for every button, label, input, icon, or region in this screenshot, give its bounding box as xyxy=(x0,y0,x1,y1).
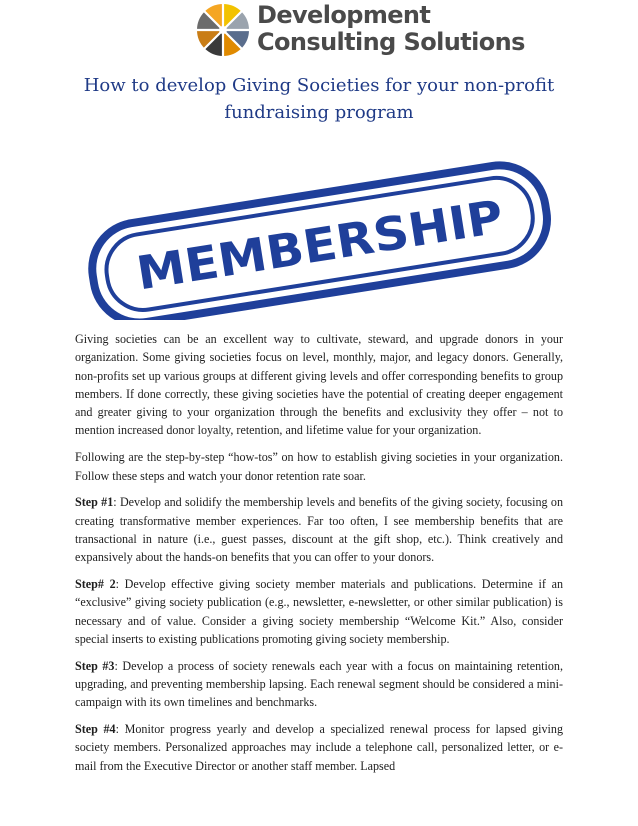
document-title xyxy=(60,72,578,126)
step-2-text: : Develop effective giving society member materials and publications. Determine if an “exclusive” giving society publication (e.g., newsletter, e-newsletter, or other similar publication) is necessary and of value. Consider a giving society membership “Welcome Kit.” Also, consider special inserts to existing publications promoting giving society membership. xyxy=(75,577,564,646)
stamp-text: MEMBERSHIP xyxy=(132,192,485,301)
step-3-label: Step #3 xyxy=(75,658,115,673)
step-4-label: Step #4 xyxy=(75,722,116,737)
article-body xyxy=(75,330,563,784)
membership-stamp-image xyxy=(80,160,558,320)
step-4-paragraph xyxy=(75,720,563,775)
title-line-1: How to develop Giving Societies for your non-profit xyxy=(83,75,555,96)
intro-paragraph: Giving societies can be an excellent way to cultivate, steward, and upgrade donors in your organization. Some giving societies focus on level, monthly, major, and legacy donors. Generally, non-profits set up various groups at different giving levels and offer corresponding benefits to group members. If done correctly, these giving societies have the potential of creating deeper engagement and greater giving to your organization through the benefits and exclusivity they offer – not to mention increased donor loyalty, retention, and lifetime value for your organization. xyxy=(75,332,563,438)
company-logo xyxy=(195,1,525,58)
step-1-label: Step #1 xyxy=(75,495,114,510)
step-4-text: : Monitor progress yearly and develop a specialized renewal process for lapsed giving society members. Personalized approaches may include a telephone call, personalized letter, or e-mail from the Executive Director or another staff member. Lapsed xyxy=(75,722,563,773)
logo-wheel-icon xyxy=(195,2,251,58)
step-2-paragraph xyxy=(75,575,563,648)
title-line-2: fundraising program xyxy=(224,102,414,123)
step-1-text: : Develop and solidify the membership levels and benefits of the giving society, focusing on creating transformative member experiences. Far too often, I see membership benefits that are transactional in nature (i.e., guest passes, discount at the gift shop, etc.). Think creatively and expansively about the hands-on benefits that you can offer to your donors. xyxy=(75,495,563,565)
logo-wordmark xyxy=(257,2,525,56)
howto-intro-paragraph: Following are the step-by-step “how-tos” on how to establish giving societies in your organization. Follow these steps and watch your donor retention rate soar. xyxy=(75,450,563,483)
step-1-paragraph xyxy=(75,493,563,566)
membership-stamp-graphic xyxy=(80,160,558,320)
step-3-text: : Develop a process of society renewals each year with a focus on maintaining retention, upgrading, and preventing membership lapsing. Each renewal segment should be considered a mini-campaign with its own timelines and benchmarks. xyxy=(75,658,563,710)
logo-line-1: Development xyxy=(257,1,431,29)
step-2-label: Step# 2 xyxy=(75,577,116,592)
step-3-paragraph xyxy=(75,657,563,712)
logo-line-2: Consulting Solutions xyxy=(257,28,525,56)
